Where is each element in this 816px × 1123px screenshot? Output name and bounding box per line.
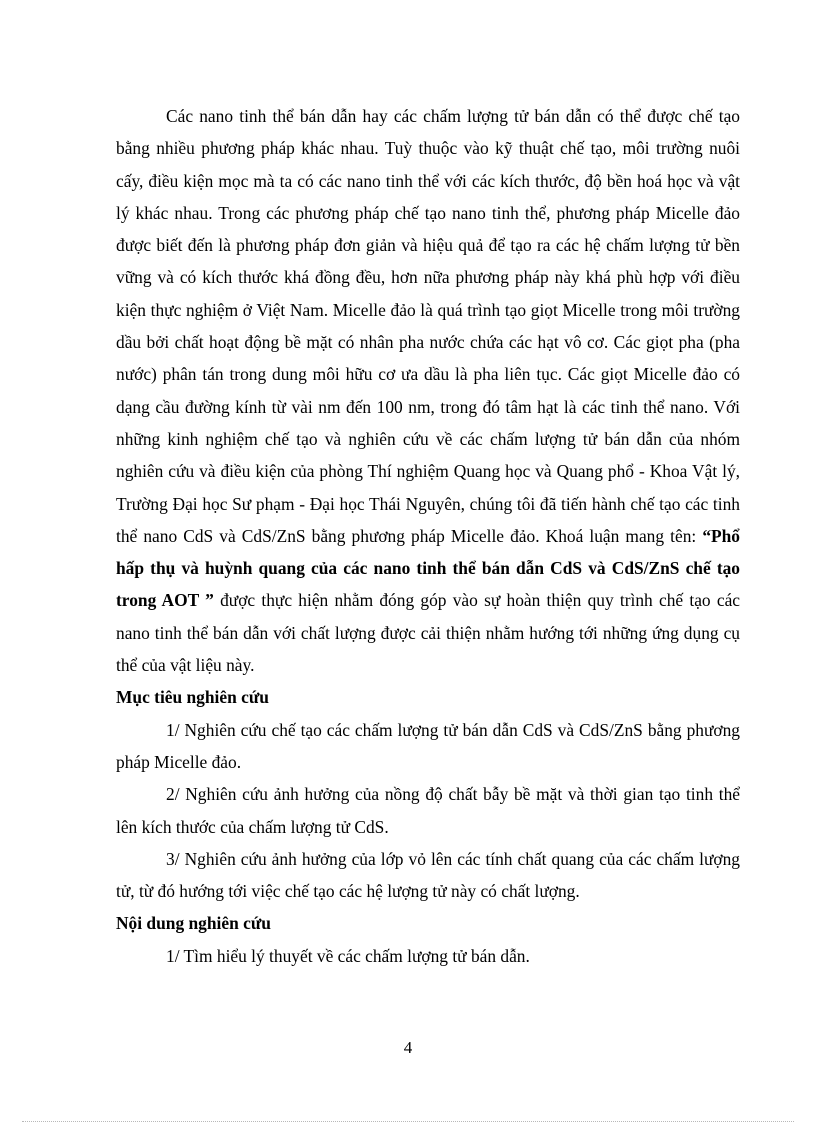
intro-text: Các nano tinh thể bán dẫn hay các chấm lượng tử bán dẫn có thể được chế tạo bằng nhiều phương pháp khác nhau. Tuỳ thuộc vào kỹ thuật chế tạo, môi trường nuôi cấy, điều kiện mọc mà ta có các nano tinh thể với các kích thước, độ bền hoá học và vật lý khác nhau. Trong các phương pháp chế tạo nano tinh thể, phương pháp Micelle đảo được biết đến là phương pháp đơn giản và hiệu quả để tạo ra các hệ chấm lượng tử bền vững và có kích thước khá đồng đều, hơn nữa phương pháp này khá phù hợp với điều kiện thực nghiệm ở Việt Nam. Micelle đảo là quá trình tạo giọt Micelle trong môi trường dầu bởi chất hoạt động bề mặt có nhân pha nước chứa các hạt vô cơ. Các giọt pha (pha nước) phân tán trong dung môi hữu cơ ưa dầu là pha liên tục. Các giọt Micelle đảo có dạng cầu đường kính từ vài nm đến 100 nm, trong đó tâm hạt là các tinh thể nano. Với những kinh nghiệm chế tạo và nghiên cứu về các chấm lượng tử bán dẫn của nhóm nghiên cứu và điều kiện của phòng Thí nghiệm Quang học và Quang phổ - Khoa Vật lý, Trường Đại học Sư phạm - Đại học Thái Nguyên, chúng tôi đã tiến hành chế tạo các tinh thể nano CdS và CdS/ZnS bằng phương pháp Micelle đảo. Khoá luận mang tên: [116, 106, 740, 546]
objective-item: 2/ Nghiên cứu ảnh hưởng của nồng độ chất bẫy bề mặt và thời gian tạo tinh thể lên kích thước của chấm lượng tử CdS. [116, 784, 740, 837]
page-bottom-divider [22, 1121, 794, 1122]
content-item: 1/ Tìm hiểu lý thuyết về các chấm lượng tử bán dẫn. [166, 945, 530, 966]
page-number: 4 [403, 1038, 413, 1057]
objective-item: 3/ Nghiên cứu ảnh hưởng của lớp vỏ lên các tính chất quang của các chấm lượng tử, từ đó hướng tới việc chế tạo các hệ lượng tử này có chất lượng. [116, 848, 740, 902]
intro-text-continued: được thực hiện nhằm đóng góp vào sự hoàn thiện quy trình chế tạo các nano tinh thể bán dẫn với chất lượng được cải thiện nhằm hướng tới những ứng dụng cụ thể của vật liệu này. [116, 590, 741, 676]
intro-paragraph [116, 100, 740, 681]
objective-item: 1/ Nghiên cứu chế tạo các chấm lượng tử bán dẫn CdS và CdS/ZnS bằng phương pháp Micelle đảo. [116, 719, 740, 772]
objectives-heading: Mục tiêu nghiên cứu [116, 687, 269, 708]
document-body [116, 100, 740, 972]
thesis-title: “Phổ hấp thụ và huỳnh quang của các nano tinh thể bán dẫn CdS và CdS/ZnS chế tạo trong AOT ” [116, 525, 740, 611]
content-heading: Nội dung nghiên cứu [116, 913, 271, 934]
